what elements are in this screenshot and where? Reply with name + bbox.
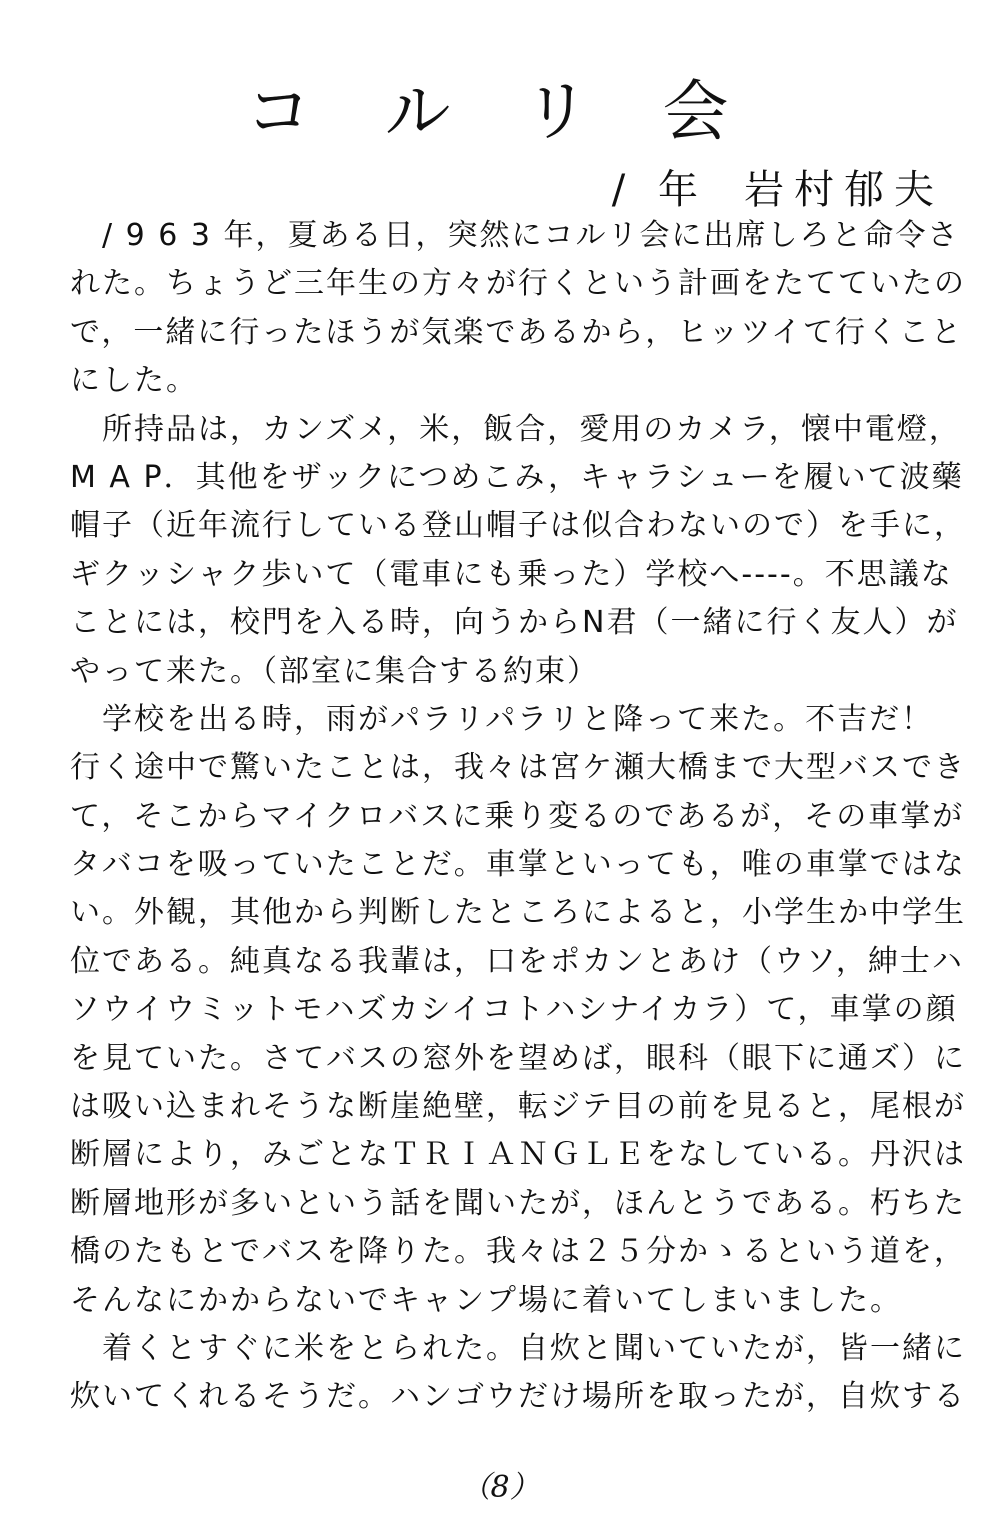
byline xyxy=(612,166,944,214)
text-line: / 9 6 3 年，夏ある日，突然にコルリ会に出席しろと命令さ xyxy=(70,218,960,253)
text-line: 所持品は，カンズメ，米，飯合，愛用のカメラ，懐中電燈， xyxy=(70,411,961,447)
author-name: 岩村郁夫 xyxy=(744,167,944,213)
text-line: れた。ちょうど三年生の方々が行くという計画をたてていたの xyxy=(70,266,966,302)
author-grade: / 年 xyxy=(611,167,708,213)
text-line: 位である。純真なる我輩は，口をポカンとあけ（ウソ，紳士ハ xyxy=(70,943,964,979)
text-line: そんなにかからないでキャンプ場に着いてしまいました。 xyxy=(70,1282,902,1318)
text-line: 断層地形が多いという話を聞いたが，ほんとうである。朽ちた xyxy=(70,1185,966,1221)
text-line: 炊いてくれるそうだ。ハンゴウだけ場所を取ったが，自炊する xyxy=(70,1379,966,1415)
text-line: を見ていた。さてバスの窓外を望めば，眼科（眼下に通ズ）に xyxy=(70,1040,966,1076)
text-line: 学校を出る時，雨がパラリパラリと降って来た。不吉だ！ xyxy=(70,701,934,737)
page-title: コ ル リ 会 xyxy=(245,73,755,150)
text-line: 橋のたもとでバスを降りた。我々は２５分かゝるという道を， xyxy=(70,1234,966,1270)
text-line: 帽子（近年流行している登山帽子は似合わないので）を手に， xyxy=(70,508,966,544)
text-line: M A P．其他をザックにつめこみ，キャラシューを履いて波藥 xyxy=(70,459,964,495)
text-line: にした。 xyxy=(70,363,198,399)
text-line: タバコを吸っていたことだ。車掌といっても，唯の車掌ではな xyxy=(70,847,966,883)
text-line: 行く途中で驚いたことは，我々は宮ケ瀬大橋まで大型バスでき xyxy=(70,750,966,786)
text-line: ことには，校門を入る時，向うからN君（一緒に行く友人）が xyxy=(70,605,959,641)
text-line: 断層により，みごとなＴＲＩＡＮＧＬＥをなしている。丹沢は xyxy=(70,1137,966,1173)
text-line: やって来た。（部室に集合する約束） xyxy=(70,653,599,689)
body-text xyxy=(70,212,966,1422)
text-line: て，そこからマイクロバスに乗り変るのであるが，その車掌が xyxy=(70,798,965,834)
page-number: （8） xyxy=(460,1470,540,1505)
text-line: で，一緒に行ったほうが気楽であるから，ヒッツイて行くこと xyxy=(70,314,963,350)
text-line: は吸い込まれそうな断崖絶壁，転ジテ目の前を見ると，尾根が xyxy=(70,1089,966,1125)
text-line: ソウイウミットモハズカシイコトハシナイカラ）て，車掌の顔 xyxy=(70,992,958,1028)
text-line: い。外観，其他から判断したところによると，小学生か中学生 xyxy=(70,895,966,931)
text-line: 着くとすぐに米をとられた。自炊と聞いていたが，皆一緒に xyxy=(70,1330,966,1366)
text-line: ギクッシャク歩いて（電車にも乗った）学校へ----。不思議な xyxy=(70,556,953,592)
